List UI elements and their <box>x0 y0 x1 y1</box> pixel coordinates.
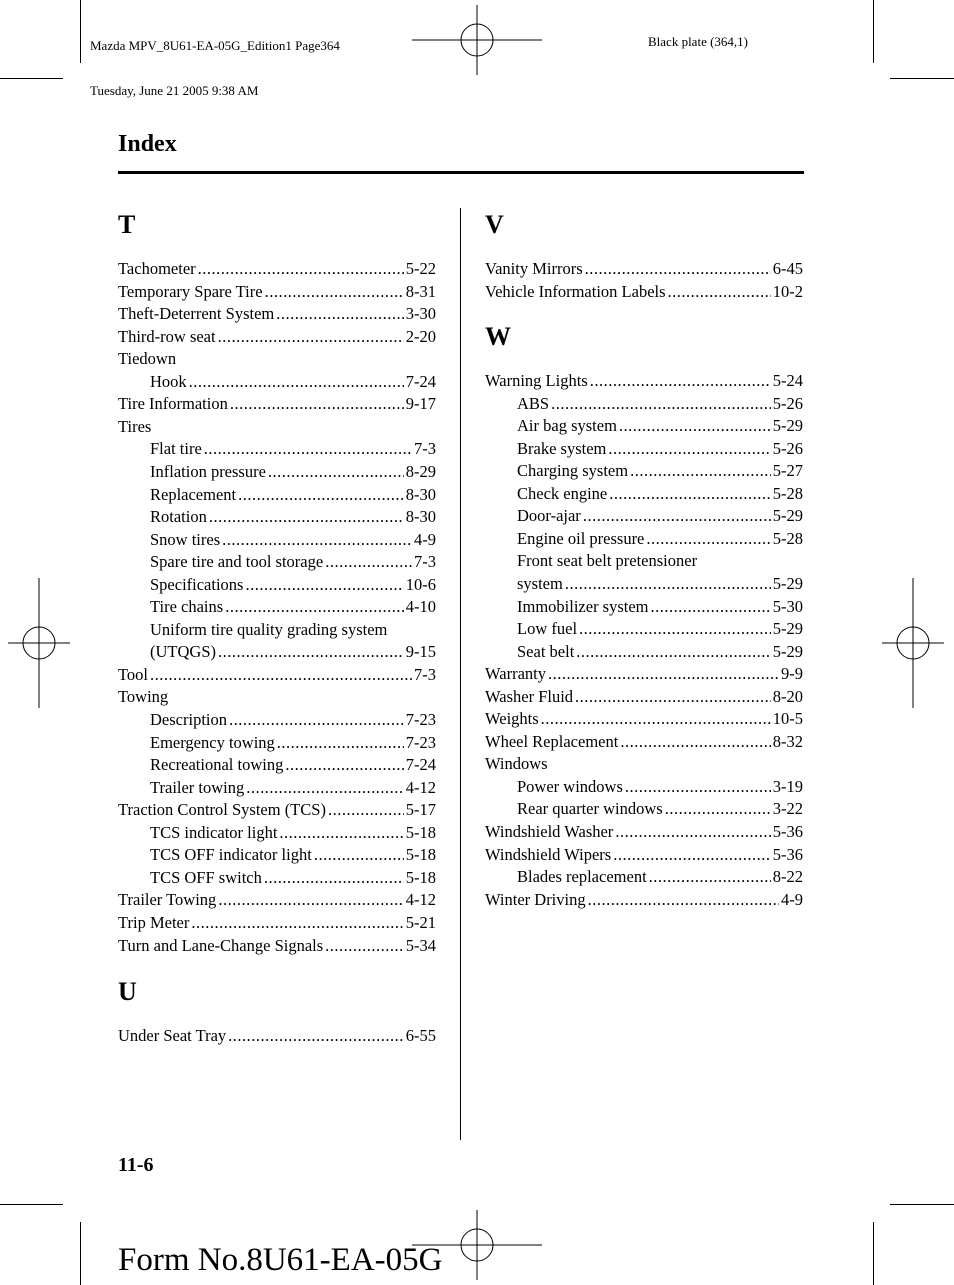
index-entry-label: TCS OFF indicator light <box>150 845 312 865</box>
index-entry-label: Specifications <box>150 574 244 594</box>
crop-mark <box>0 78 63 79</box>
index-entry-page: 7-23 <box>405 732 436 752</box>
dot-leader <box>245 575 403 595</box>
index-entry-label: Immobilizer system <box>517 596 649 616</box>
index-entry-label: Warning Lights <box>485 371 588 390</box>
index-entry-label: Vanity Mirrors <box>485 259 583 278</box>
dot-leader <box>576 642 770 662</box>
index-entry <box>485 282 803 302</box>
index-entry-page: 10-2 <box>772 281 803 301</box>
index-entry-page: 5-29 <box>772 619 803 639</box>
index-entry <box>150 575 436 595</box>
dot-leader <box>314 845 404 865</box>
index-entry <box>118 417 436 437</box>
dot-leader <box>583 506 771 526</box>
index-entry-page: 10-5 <box>772 709 803 729</box>
page-number: 11-6 <box>118 1154 154 1176</box>
index-entry-label: Power windows <box>517 776 623 796</box>
dot-leader <box>277 733 404 753</box>
dot-leader <box>265 282 404 302</box>
index-entry <box>118 282 436 302</box>
index-entry-label: system <box>517 573 563 593</box>
page-title: Index <box>118 131 177 157</box>
index-entry <box>517 416 803 436</box>
index-entry <box>118 349 436 369</box>
dot-leader <box>590 371 771 391</box>
index-entry-label: Charging system <box>517 461 629 481</box>
index-entry-page: 6-55 <box>405 1026 436 1045</box>
registration-mark-right <box>882 578 944 708</box>
dot-leader <box>218 327 404 347</box>
crop-mark <box>80 0 81 63</box>
dot-leader <box>276 304 404 324</box>
dot-leader <box>588 890 779 910</box>
index-entry-label: Rotation <box>150 507 207 527</box>
dot-leader <box>620 732 770 752</box>
crop-mark <box>80 1222 81 1285</box>
dot-leader <box>222 530 412 550</box>
dot-leader <box>325 552 412 572</box>
index-entry <box>118 890 436 910</box>
index-entry-page: 5-17 <box>405 800 436 820</box>
index-entry <box>150 530 436 550</box>
index-entry <box>485 754 803 774</box>
dot-leader <box>285 755 403 775</box>
dot-leader <box>204 439 412 459</box>
dot-leader <box>191 913 403 933</box>
index-entry <box>118 665 436 685</box>
dot-leader <box>225 597 404 617</box>
index-entry-page: 5-34 <box>405 935 436 955</box>
index-entry-label: Trailer Towing <box>118 890 217 910</box>
print-job-line2: Tuesday, June 21 2005 9:38 AM <box>90 83 259 98</box>
index-entry-page: 7-3 <box>414 664 436 684</box>
dot-leader <box>585 259 771 279</box>
dot-leader <box>279 823 403 843</box>
index-entry <box>118 913 436 933</box>
index-entry-label: Washer Fluid <box>485 686 574 706</box>
dot-leader <box>246 778 403 798</box>
index-entry-label: Weights <box>485 709 539 729</box>
index-entry <box>118 259 436 279</box>
index-entry <box>118 327 436 347</box>
index-entry-page: 8-29 <box>405 461 436 481</box>
index-entry-label: Air bag system <box>517 416 617 436</box>
index-entry <box>150 372 436 392</box>
index-entry-label: Blades replacement <box>517 867 647 887</box>
dot-leader <box>649 867 771 887</box>
index-entry-label: (UTQGS) <box>150 642 216 662</box>
index-entry-page: 7-24 <box>405 755 436 775</box>
dot-leader <box>268 462 404 482</box>
index-entry <box>150 733 436 753</box>
index-entry-page: 4-12 <box>405 777 436 797</box>
index-entry <box>150 507 436 527</box>
letter-heading-t: T <box>118 210 136 239</box>
index-entry <box>485 845 803 865</box>
index-entry-page: 7-23 <box>405 710 436 729</box>
print-job-info <box>90 8 340 113</box>
index-entry-label: Hook <box>150 371 187 391</box>
index-entry-label: Flat tire <box>150 439 202 459</box>
index-entry-page: 5-36 <box>772 844 803 864</box>
index-entry <box>485 664 803 684</box>
index-entry-label: Rear quarter windows <box>517 799 663 819</box>
dot-leader <box>218 890 403 910</box>
print-job-line1: Mazda MPV_8U61-EA-05G_Edition1 Page364 <box>90 38 340 53</box>
index-entry-label: Traction Control System (TCS) <box>118 800 326 820</box>
index-entry-label: Theft-Deterrent System <box>118 304 275 324</box>
index-entry-page: 5-28 <box>772 483 803 503</box>
dot-leader <box>229 710 404 730</box>
index-entry <box>150 710 436 730</box>
index-entry <box>517 529 803 549</box>
index-entry <box>118 936 436 956</box>
dot-leader <box>228 1026 404 1046</box>
dot-leader <box>328 800 404 820</box>
title-rule <box>118 171 804 174</box>
dot-leader <box>565 574 771 594</box>
index-entry-label: TCS OFF switch <box>150 867 262 887</box>
index-entry <box>517 799 803 819</box>
index-entry <box>150 642 436 662</box>
letter-heading-v: V <box>485 210 504 239</box>
index-entry <box>150 597 436 617</box>
index-entry-label: Turn and Lane-Change Signals <box>118 935 324 955</box>
index-entry-label: Third-row seat <box>118 326 216 346</box>
index-entry-page: 3-30 <box>405 304 436 324</box>
dot-leader <box>615 822 770 842</box>
index-entry-label: TCS indicator light <box>150 822 278 842</box>
index-entry <box>517 777 803 797</box>
index-entry-label: Windshield Wipers <box>485 844 612 864</box>
index-entry-page: 8-31 <box>405 281 436 301</box>
dot-leader <box>625 777 771 797</box>
index-entry <box>118 304 436 324</box>
index-entry-label: Snow tires <box>150 529 221 549</box>
index-entry-page: 7-24 <box>405 371 436 391</box>
index-entry <box>150 485 436 505</box>
index-entry-label: Trailer towing <box>150 777 245 797</box>
index-entry-label: Recreational towing <box>150 755 284 775</box>
index-entry <box>118 687 436 707</box>
column-divider <box>460 208 461 1140</box>
index-entry-label: Tachometer <box>118 259 196 278</box>
dot-leader <box>541 709 771 729</box>
dot-leader <box>613 845 771 865</box>
dot-leader <box>551 394 771 414</box>
index-entry-label: Tire chains <box>150 597 224 617</box>
dot-leader <box>575 687 771 707</box>
index-entry-page: 8-30 <box>405 507 436 527</box>
dot-leader <box>668 282 771 302</box>
index-entry <box>485 890 803 910</box>
index-entry-page: 5-26 <box>772 393 803 413</box>
index-entry <box>150 778 436 798</box>
index-entry-page: 9-15 <box>405 642 436 662</box>
index-entry-label: Brake system <box>517 438 607 458</box>
index-entry-label: Low fuel <box>517 619 578 639</box>
index-entry-label: Check engine <box>517 483 608 503</box>
dot-leader <box>608 439 770 459</box>
dot-leader <box>238 485 404 505</box>
index-entry-label: Spare tire and tool storage <box>150 552 324 572</box>
index-entry <box>517 619 803 639</box>
dot-leader <box>218 642 404 662</box>
dot-leader <box>264 868 404 888</box>
index-entry-page: 5-29 <box>772 573 803 593</box>
dot-leader <box>150 665 412 685</box>
index-entry-page: 5-18 <box>405 845 436 865</box>
index-entry <box>150 845 436 865</box>
index-entry-label: Warranty <box>485 664 546 684</box>
index-entry <box>517 551 803 571</box>
index-entry <box>150 439 436 459</box>
index-entry <box>485 732 803 752</box>
dot-leader <box>209 507 404 527</box>
index-entry-page: 3-22 <box>772 799 803 819</box>
index-entry <box>118 800 436 820</box>
index-entry <box>485 709 803 729</box>
index-entry-page: 8-20 <box>772 686 803 706</box>
letter-heading-w: W <box>485 322 511 351</box>
dot-leader <box>230 394 404 414</box>
index-entry-label: Replacement <box>150 484 237 504</box>
index-entry-page: 5-28 <box>772 528 803 548</box>
index-entry <box>517 461 803 481</box>
index-entry-label: Seat belt <box>517 641 575 661</box>
index-entry-page: 9-9 <box>781 664 803 684</box>
index-entry-page: 5-22 <box>405 259 436 278</box>
index-entry-page: 5-36 <box>772 822 803 841</box>
index-entry-label: Tiedown <box>118 349 177 369</box>
index-entry-label: Vehicle Information Labels <box>485 281 666 301</box>
index-entry-label: Emergency towing <box>150 732 275 752</box>
index-entry-label: Towing <box>118 687 169 707</box>
index-entry-label: Windshield Washer <box>485 822 614 841</box>
registration-mark-top <box>412 5 542 75</box>
index-entry <box>517 484 803 504</box>
index-entry <box>517 574 803 594</box>
index-entry-label: Under Seat Tray <box>118 1026 227 1045</box>
index-entry-page: 8-22 <box>772 867 803 887</box>
index-entry-label: ABS <box>517 393 550 413</box>
crop-mark <box>890 1204 954 1205</box>
plate-info: Black plate (364,1) <box>648 34 748 49</box>
index-entry-page: 4-10 <box>405 597 436 617</box>
index-entry <box>517 439 803 459</box>
index-entry-label: Windows <box>485 754 548 774</box>
dot-leader <box>646 529 770 549</box>
index-entry-label: Trip Meter <box>118 912 190 932</box>
crop-mark <box>873 0 874 63</box>
index-entry <box>485 371 803 391</box>
index-entry-page: 5-29 <box>772 506 803 526</box>
index-entry <box>485 687 803 707</box>
index-entry-label: Tires <box>118 416 152 436</box>
index-entry-page: 5-18 <box>405 822 436 842</box>
dot-leader <box>630 461 771 481</box>
dot-leader <box>651 597 771 617</box>
index-entry <box>150 755 436 775</box>
index-entry-label: Door-ajar <box>517 506 581 526</box>
index-entry-page: 8-30 <box>405 484 436 504</box>
index-entry-page: 6-45 <box>772 259 803 278</box>
dot-leader <box>548 664 779 684</box>
crop-mark <box>890 78 954 79</box>
index-entry-page: 5-29 <box>772 641 803 661</box>
index-entry <box>517 867 803 887</box>
index-entry-label: Front seat belt pretensioner <box>517 551 698 571</box>
index-entry-label: Temporary Spare Tire <box>118 281 263 301</box>
dot-leader <box>325 936 404 956</box>
index-entry <box>118 394 436 414</box>
letter-heading-u: U <box>118 977 137 1006</box>
index-entry-page: 2-20 <box>405 326 436 346</box>
dot-leader <box>579 619 771 639</box>
index-entry-page: 10-6 <box>405 574 436 594</box>
index-entry-page: 4-12 <box>405 890 436 910</box>
index-entry-page: 5-30 <box>772 596 803 616</box>
index-entry-page: 4-9 <box>414 529 436 549</box>
dot-leader <box>609 484 770 504</box>
index-entry <box>150 552 436 572</box>
index-entry-label: Tire Information <box>118 394 228 414</box>
registration-mark-left <box>8 578 70 708</box>
index-entry-page: 9-17 <box>405 394 436 414</box>
index-entry <box>485 822 803 842</box>
index-entry-label: Uniform tire quality grading system <box>150 619 388 639</box>
crop-mark <box>0 1204 63 1205</box>
form-number: Form No.8U61-EA-05G <box>118 1242 443 1278</box>
index-entry <box>118 1026 436 1046</box>
index-entry-label: Tool <box>118 664 149 684</box>
index-entry <box>150 462 436 482</box>
index-entry <box>517 506 803 526</box>
crop-mark <box>873 1222 874 1285</box>
index-entry-label: Wheel Replacement <box>485 731 619 751</box>
index-entry-page: 5-24 <box>772 371 803 390</box>
index-entry-page: 3-19 <box>772 776 803 796</box>
index-entry-label: Winter Driving <box>485 889 586 909</box>
index-entry-page: 4-9 <box>781 889 803 909</box>
dot-leader <box>665 799 771 819</box>
index-entry-page: 5-26 <box>772 438 803 458</box>
index-entry <box>150 823 436 843</box>
index-entry-page: 5-27 <box>772 461 803 481</box>
dot-leader <box>198 259 404 279</box>
index-entry <box>150 868 436 888</box>
index-entry <box>517 394 803 414</box>
index-entry <box>517 642 803 662</box>
index-entry <box>150 620 436 640</box>
index-entry-label: Engine oil pressure <box>517 528 645 548</box>
index-entry-page: 7-3 <box>414 552 436 572</box>
index-entry-page: 5-21 <box>405 912 436 932</box>
index-entry-label: Description <box>150 710 227 729</box>
index-entry-page: 8-32 <box>772 731 803 751</box>
index-entry-page: 5-29 <box>772 416 803 436</box>
dot-leader <box>189 372 404 392</box>
dot-leader <box>619 416 771 436</box>
index-entry-label: Inflation pressure <box>150 461 266 481</box>
index-entry-page: 5-18 <box>405 867 436 887</box>
index-entry <box>485 259 803 279</box>
index-entry <box>517 597 803 617</box>
index-entry-page: 7-3 <box>414 439 436 459</box>
